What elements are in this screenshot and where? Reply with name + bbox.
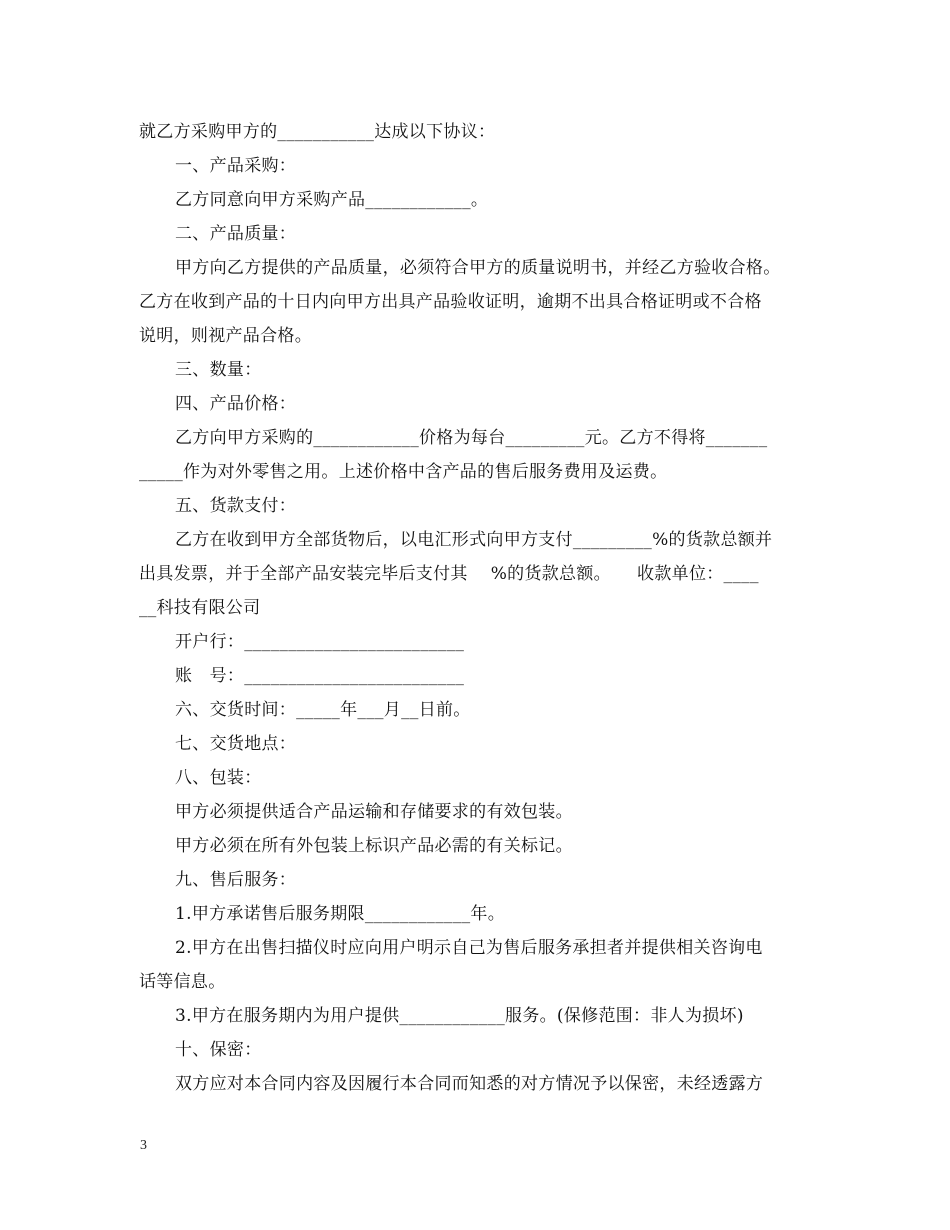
text-line: 乙方向甲方采购的____________价格为每台_________元。乙方不得将_______ [175,428,768,448]
text-line: 开户行：_________________________ [175,632,465,652]
text-line: 甲方必须在所有外包装上标识产品必需的有关标记。 [175,836,573,856]
text-line: __科技有限公司 [139,598,261,618]
text-line: 双方应对本合同内容及因履行本合同而知悉的对方情况予以保密，未经透露方 [175,1074,764,1094]
document-body [139,115,819,1101]
text-line: 八、包装： [175,768,262,788]
text-line: 账 号：_________________________ [175,666,465,686]
text-line: 出具发票，并于全部产品安装完毕后支付其 %的货款总额。 收款单位：____ [139,564,759,584]
text-line: 十、保密： [175,1040,262,1060]
text-line: 二、产品质量： [175,224,297,244]
text-line: 说明，则视产品合格。 [139,326,312,346]
text-line: 甲方必须提供适合产品运输和存储要求的有效包装。 [175,802,573,822]
text-line: 1.甲方承诺售后服务期限____________年。 [175,904,506,924]
text-line: 六、交货时间：_____年___月__日前。 [175,700,471,720]
text-line: 2.甲方在出售扫描仪时应向用户明示自己为售后服务承担者并提供相关咨询电 [175,938,763,958]
text-line: _____作为对外零售之用。上述价格中含产品的售后服务费用及运费。 [139,462,668,482]
text-line: 话等信息。 [139,972,226,992]
text-line: 乙方在收到产品的十日内向甲方出具产品验收证明，逾期不出具合格证明或不合格 [139,292,762,312]
text-line: 一、产品采购： [175,156,297,176]
text-line: 乙方同意向甲方采购产品____________。 [175,190,489,210]
text-line: 三、数量： [175,360,262,380]
text-line: 就乙方采购甲方的___________达成以下协议： [139,122,496,142]
text-line: 五、货款支付： [175,496,297,516]
page-number: 3 [140,1138,147,1153]
text-line: 七、交货地点： [175,734,297,754]
text-line: 3.甲方在服务期内为用户提供____________服务。(保修范围：非人为损坏) [175,1006,744,1026]
text-line: 九、售后服务： [175,870,297,890]
text-line: 乙方在收到甲方全部货物后，以电汇形式向甲方支付_________%的货款总额并 [175,530,773,550]
text-line: 四、产品价格： [175,394,297,414]
text-line: 甲方向乙方提供的产品质量，必须符合甲方的质量说明书，并经乙方验收合格。 [175,258,781,278]
